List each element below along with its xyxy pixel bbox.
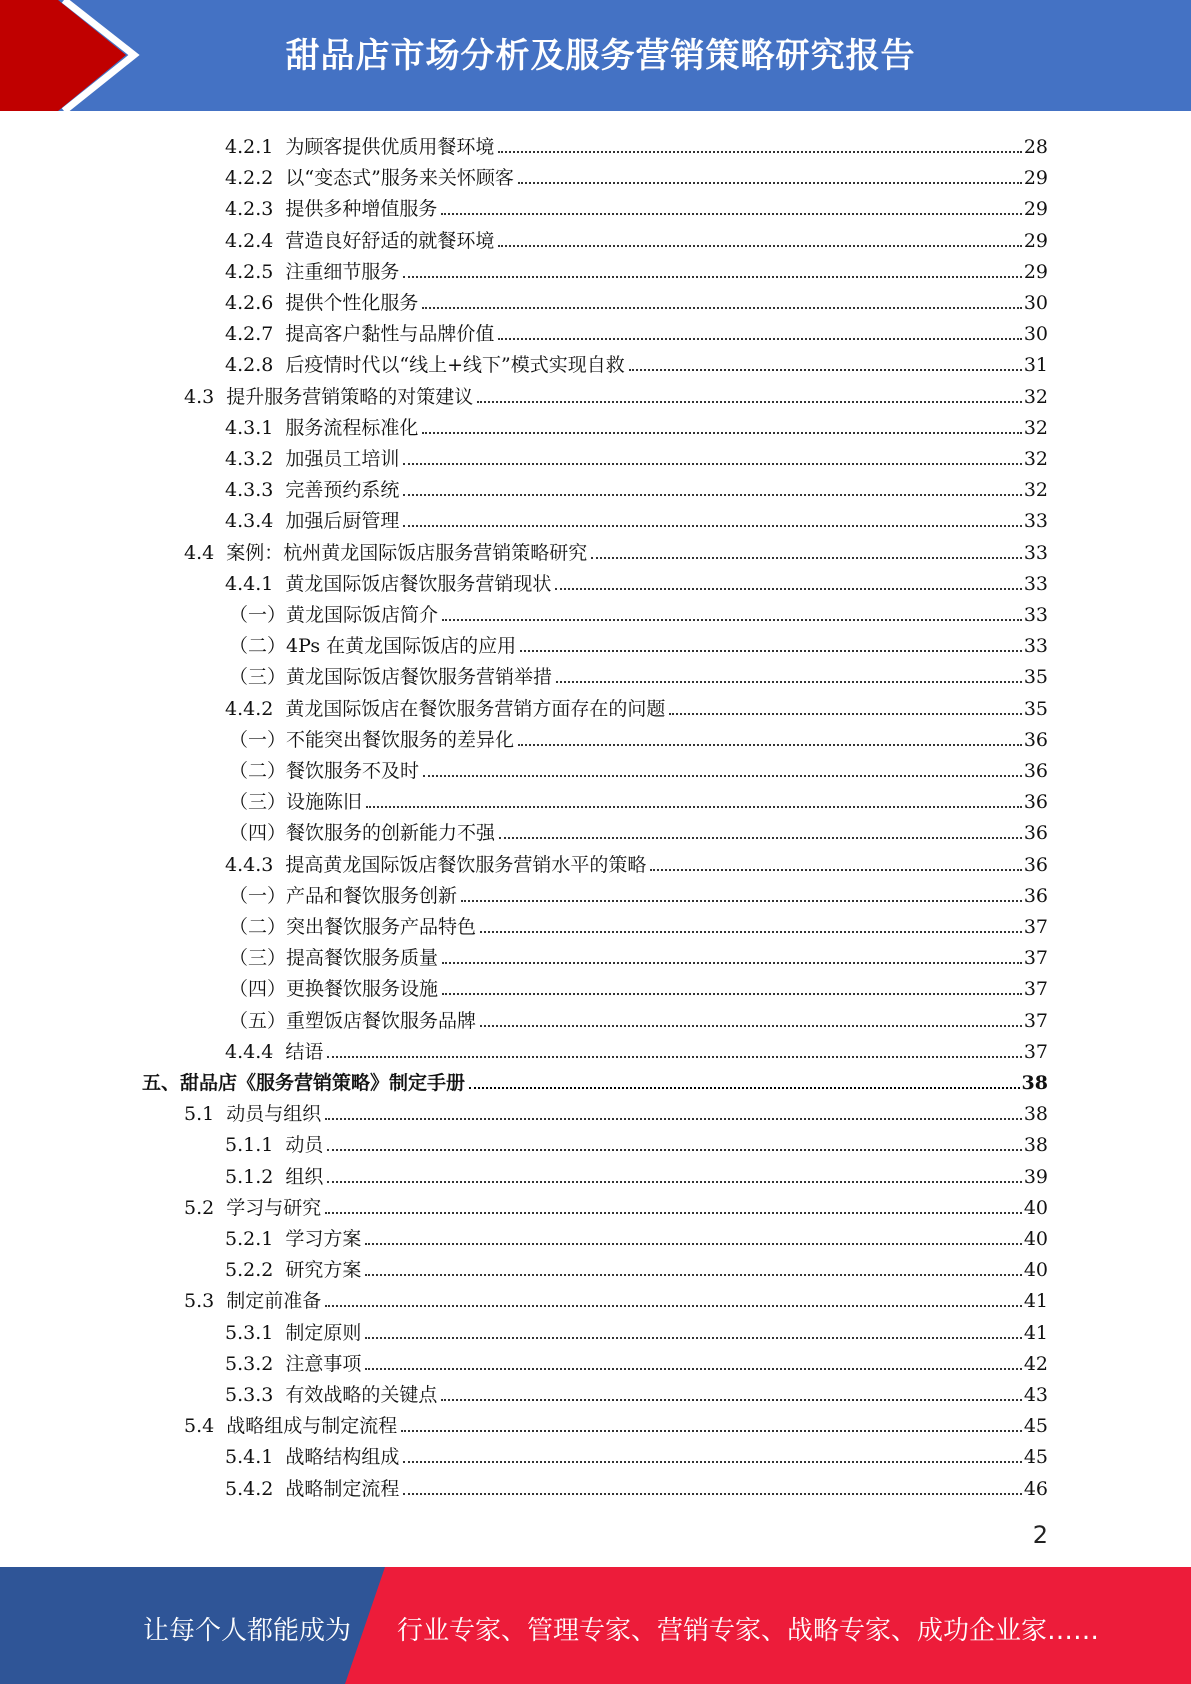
toc-entry-page: 37 <box>1023 916 1048 938</box>
toc-entry-label: 4.4.3 提高黄龙国际饭店餐饮服务营销水平的策略 <box>225 853 647 876</box>
toc-entry-page: 32 <box>1023 385 1048 408</box>
toc-entry[interactable] <box>225 314 1048 345</box>
toc-dot-leader <box>555 588 1021 590</box>
toc-entry-page: 28 <box>1023 136 1048 158</box>
toc-entry-page: 31 <box>1023 354 1048 377</box>
toc-entry-page: 38 <box>1021 1072 1048 1094</box>
toc-entry[interactable] <box>184 533 1048 564</box>
toc-dot-leader <box>403 525 1021 527</box>
toc-dot-leader <box>366 806 1022 808</box>
toc-entry[interactable] <box>225 501 1048 532</box>
toc-entry[interactable] <box>225 221 1048 252</box>
footer-slogan-right: 行业专家、管理专家、营销专家、战略专家、成功企业家…… <box>397 1616 1100 1646</box>
toc-entry[interactable] <box>225 1125 1048 1156</box>
toc-entry-label: 4.2.7 提高客户黏性与品牌价值 <box>225 323 495 346</box>
toc-dot-leader <box>403 276 1021 278</box>
toc-entry-label: 4.2.2 以“变态式”服务来关怀顾客 <box>225 167 514 190</box>
toc-entry-page: 33 <box>1023 635 1048 658</box>
toc-entry-page: 35 <box>1023 697 1048 720</box>
page-header <box>0 0 1191 111</box>
toc-dot-leader <box>327 1056 1021 1058</box>
toc-entry-label: 4.2.3 提供多种增值服务 <box>225 198 438 221</box>
toc-entry-page: 37 <box>1023 978 1048 1001</box>
report-title: 甜品店市场分析及服务营销策略研究报告 <box>285 36 916 76</box>
toc-dot-leader <box>365 1368 1021 1370</box>
toc-entry-page: 29 <box>1023 198 1048 221</box>
toc-entry-page: 36 <box>1023 760 1048 782</box>
toc-entry[interactable] <box>184 377 1048 408</box>
toc-entry-page: 33 <box>1023 572 1048 595</box>
toc-entry-label: 5.1.2 组织 <box>225 1165 324 1188</box>
toc-dot-leader <box>629 369 1022 371</box>
toc-entry-label: （二）餐饮服务不及时 <box>229 760 420 782</box>
toc-entry-page: 29 <box>1023 260 1048 283</box>
toc-dot-leader <box>442 993 1022 995</box>
toc-entry-label: （一）产品和餐饮服务创新 <box>229 884 458 907</box>
toc-entry-page: 36 <box>1023 728 1048 751</box>
page-footer <box>0 1567 1191 1684</box>
toc-entry-label: 5.4.1 战略结构组成 <box>225 1446 400 1469</box>
toc-entry-label: 5.3.2 注意事项 <box>225 1352 362 1375</box>
toc-entry-label: 4.3 提升服务营销策略的对策建议 <box>184 385 474 408</box>
toc-entry-label: 5.3.3 有效战略的关键点 <box>225 1384 438 1406</box>
toc-entry[interactable] <box>225 345 1048 376</box>
toc-entry-page: 33 <box>1023 541 1048 564</box>
toc-dot-leader <box>480 1025 1022 1027</box>
toc-entry-page: 40 <box>1023 1259 1048 1282</box>
toc-dot-leader <box>498 338 1021 340</box>
toc-dot-leader <box>461 900 1022 902</box>
toc-entry[interactable] <box>225 1032 1048 1063</box>
toc-entry[interactable] <box>229 626 1048 657</box>
toc-dot-leader <box>441 1399 1021 1401</box>
toc-entry-label: （四）更换餐饮服务设施 <box>229 978 439 1001</box>
toc-entry-label: 4.2.5 注重细节服务 <box>225 260 400 283</box>
toc-entry[interactable] <box>225 564 1048 595</box>
toc-entry-label: 4.2.1 为顾客提供优质用餐环境 <box>225 136 495 158</box>
toc-entry[interactable] <box>225 1375 1048 1406</box>
toc-dot-leader <box>422 307 1021 309</box>
toc-entry-label: 5.1.1 动员 <box>225 1134 324 1157</box>
toc-dot-leader <box>469 1087 1020 1089</box>
toc-entry-page: 33 <box>1023 510 1048 533</box>
toc-entry[interactable] <box>229 876 1048 907</box>
toc-entry-label: （五）重塑饭店餐饮服务品牌 <box>229 1009 477 1032</box>
toc-dot-leader <box>365 1337 1021 1339</box>
toc-entry-page: 41 <box>1023 1290 1048 1313</box>
toc-entry[interactable] <box>229 720 1048 751</box>
toc-entry-label: 五、甜品店《服务营销策略》制定手册 <box>142 1072 466 1094</box>
toc-dot-leader <box>422 432 1021 434</box>
toc-dot-leader <box>403 1461 1021 1463</box>
toc-entry-label: 4.3.2 加强员工培训 <box>225 448 400 470</box>
toc-entry-label: 5.2.2 研究方案 <box>225 1259 362 1282</box>
toc-entry[interactable] <box>225 189 1048 220</box>
toc-entry[interactable] <box>184 1188 1048 1219</box>
toc-entry-page: 35 <box>1023 666 1048 689</box>
toc-entry-page: 40 <box>1023 1196 1048 1219</box>
toc-entry-page: 33 <box>1023 604 1048 626</box>
toc-entry-label: 5.2 学习与研究 <box>184 1196 322 1219</box>
toc-entry-label: 4.2.6 提供个性化服务 <box>225 292 419 314</box>
toc-entry-label: 4.4 案例：杭州黄龙国际饭店服务营销策略研究 <box>184 541 588 564</box>
toc-entry-page: 45 <box>1023 1415 1048 1438</box>
toc-entry-page: 37 <box>1023 1040 1048 1063</box>
toc-dot-leader <box>403 1493 1021 1495</box>
toc-dot-leader <box>401 1430 1022 1432</box>
toc-entry-page: 30 <box>1023 323 1048 346</box>
toc-entry[interactable] <box>229 595 1048 626</box>
toc-dot-leader <box>365 1274 1021 1276</box>
toc-dot-leader <box>591 557 1022 559</box>
toc-entry[interactable] <box>229 782 1048 813</box>
toc-entry-label: 5.4 战略组成与制定流程 <box>184 1415 398 1438</box>
toc-entry[interactable] <box>225 252 1048 283</box>
toc-entry-label: 5.1 动员与组织 <box>184 1103 322 1126</box>
toc-entry-label: 4.3.4 加强后厨管理 <box>225 510 400 533</box>
toc-entry[interactable] <box>225 1157 1048 1188</box>
toc-dot-leader <box>423 775 1022 777</box>
toc-dot-leader <box>650 869 1021 871</box>
toc-dot-leader <box>365 1243 1021 1245</box>
toc-dot-leader <box>518 182 1022 184</box>
toc-entry[interactable] <box>142 1063 1048 1094</box>
toc-entry-label: 4.4.4 结语 <box>225 1040 324 1063</box>
toc-dot-leader <box>327 1149 1021 1151</box>
toc-entry[interactable] <box>225 689 1048 720</box>
toc-entry[interactable] <box>229 657 1048 688</box>
toc-entry-label: （一）黄龙国际饭店简介 <box>229 604 439 626</box>
toc-entry-label: （一）不能突出餐饮服务的差异化 <box>229 728 515 751</box>
toc-entry-page: 38 <box>1023 1134 1048 1157</box>
toc-entry[interactable] <box>229 813 1048 844</box>
toc-entry-page: 32 <box>1023 416 1048 439</box>
toc-entry[interactable] <box>225 1344 1048 1375</box>
toc-entry-page: 29 <box>1023 167 1048 190</box>
toc-entry-page: 39 <box>1023 1165 1048 1188</box>
toc-dot-leader <box>669 713 1021 715</box>
toc-entry-label: （二）突出餐饮服务产品特色 <box>229 916 477 938</box>
toc-dot-leader <box>498 245 1021 247</box>
toc-dot-leader <box>325 1118 1022 1120</box>
toc-dot-leader <box>498 151 1021 153</box>
toc-entry-page: 36 <box>1023 822 1048 845</box>
toc-entry[interactable] <box>184 1281 1048 1312</box>
toc-entry-label: （三）设施陈旧 <box>229 791 363 814</box>
toc-entry[interactable] <box>225 470 1048 501</box>
toc-dot-leader <box>499 837 1022 839</box>
toc-entry-page: 36 <box>1023 884 1048 907</box>
toc-dot-leader <box>520 650 1022 652</box>
toc-entry-page: 36 <box>1023 791 1048 814</box>
toc-dot-leader <box>325 1212 1022 1214</box>
toc-entry-label: 4.2.4 营造良好舒适的就餐环境 <box>225 229 495 252</box>
toc-entry-label: 4.4.1 黄龙国际饭店餐饮服务营销现状 <box>225 572 552 595</box>
toc-entry[interactable] <box>225 283 1048 314</box>
toc-entry-page: 32 <box>1023 479 1048 502</box>
toc-entry[interactable] <box>229 907 1048 938</box>
toc-entry[interactable] <box>229 969 1048 1000</box>
toc-dot-leader <box>403 494 1021 496</box>
toc-dot-leader <box>477 401 1022 403</box>
toc-entry[interactable] <box>225 158 1048 189</box>
toc-dot-leader <box>480 931 1022 933</box>
toc-entry[interactable] <box>229 938 1048 969</box>
toc-entry[interactable] <box>225 845 1048 876</box>
toc-entry-page: 42 <box>1023 1352 1048 1375</box>
toc-entry-label: 5.2.1 学习方案 <box>225 1228 362 1250</box>
toc-entry-page: 38 <box>1023 1103 1048 1126</box>
toc-entry-label: （二）4Ps 在黄龙国际饭店的应用 <box>229 635 517 658</box>
toc-dot-leader <box>442 962 1022 964</box>
toc-entry-page: 45 <box>1023 1446 1048 1469</box>
toc-entry[interactable] <box>225 1250 1048 1281</box>
toc-entry-label: 5.3 制定前准备 <box>184 1290 322 1313</box>
toc-entry-page: 37 <box>1023 947 1048 970</box>
toc-entry-page: 37 <box>1023 1009 1048 1032</box>
toc-entry[interactable] <box>225 127 1048 158</box>
toc-entry-label: （三）提高餐饮服务质量 <box>229 947 439 970</box>
toc-dot-leader <box>556 681 1022 683</box>
toc-dot-leader <box>442 619 1022 621</box>
toc-entry[interactable] <box>229 751 1048 782</box>
toc-entry-label: 5.3.1 制定原则 <box>225 1321 362 1344</box>
toc-entry-page: 32 <box>1023 448 1048 470</box>
toc-entry-label: 4.2.8 后疫情时代以“线上+线下”模式实现自救 <box>225 354 625 377</box>
toc-entry-page: 29 <box>1023 229 1048 252</box>
toc-entry-label: 5.4.2 战略制定流程 <box>225 1477 400 1500</box>
toc-entry[interactable] <box>225 1219 1048 1250</box>
toc-entry[interactable] <box>225 439 1048 470</box>
toc-entry-label: 4.3.1 服务流程标准化 <box>225 416 419 439</box>
toc-entry[interactable] <box>225 1437 1048 1468</box>
toc-entry[interactable] <box>225 1313 1048 1344</box>
toc-entry-page: 30 <box>1023 292 1048 314</box>
footer-slogan-left: 让每个人都能成为 <box>143 1616 352 1646</box>
page-number: 2 <box>1032 1521 1048 1549</box>
toc-entry-page: 40 <box>1023 1228 1048 1250</box>
toc-entry-page: 46 <box>1023 1477 1048 1500</box>
toc-entry-page: 43 <box>1023 1384 1048 1406</box>
toc-dot-leader <box>327 1181 1021 1183</box>
toc-entry-label: （三）黄龙国际饭店餐饮服务营销举措 <box>229 666 553 689</box>
toc-entry-label: 4.3.3 完善预约系统 <box>225 479 400 502</box>
toc-dot-leader <box>403 463 1021 465</box>
toc-entry[interactable] <box>184 1094 1048 1125</box>
toc-dot-leader <box>518 744 1022 746</box>
toc-dot-leader <box>441 213 1021 215</box>
toc-entry-page: 41 <box>1023 1321 1048 1344</box>
toc-entry-label: （四）餐饮服务的创新能力不强 <box>229 822 496 845</box>
toc-entry[interactable] <box>229 1001 1048 1032</box>
toc-entry-label: 4.4.2 黄龙国际饭店在餐饮服务营销方面存在的问题 <box>225 697 666 720</box>
toc-entry-page: 36 <box>1023 853 1048 876</box>
toc-dot-leader <box>325 1305 1022 1307</box>
toc-entry[interactable] <box>225 1469 1048 1500</box>
toc-entry[interactable] <box>184 1406 1048 1437</box>
toc-entry[interactable] <box>225 408 1048 439</box>
